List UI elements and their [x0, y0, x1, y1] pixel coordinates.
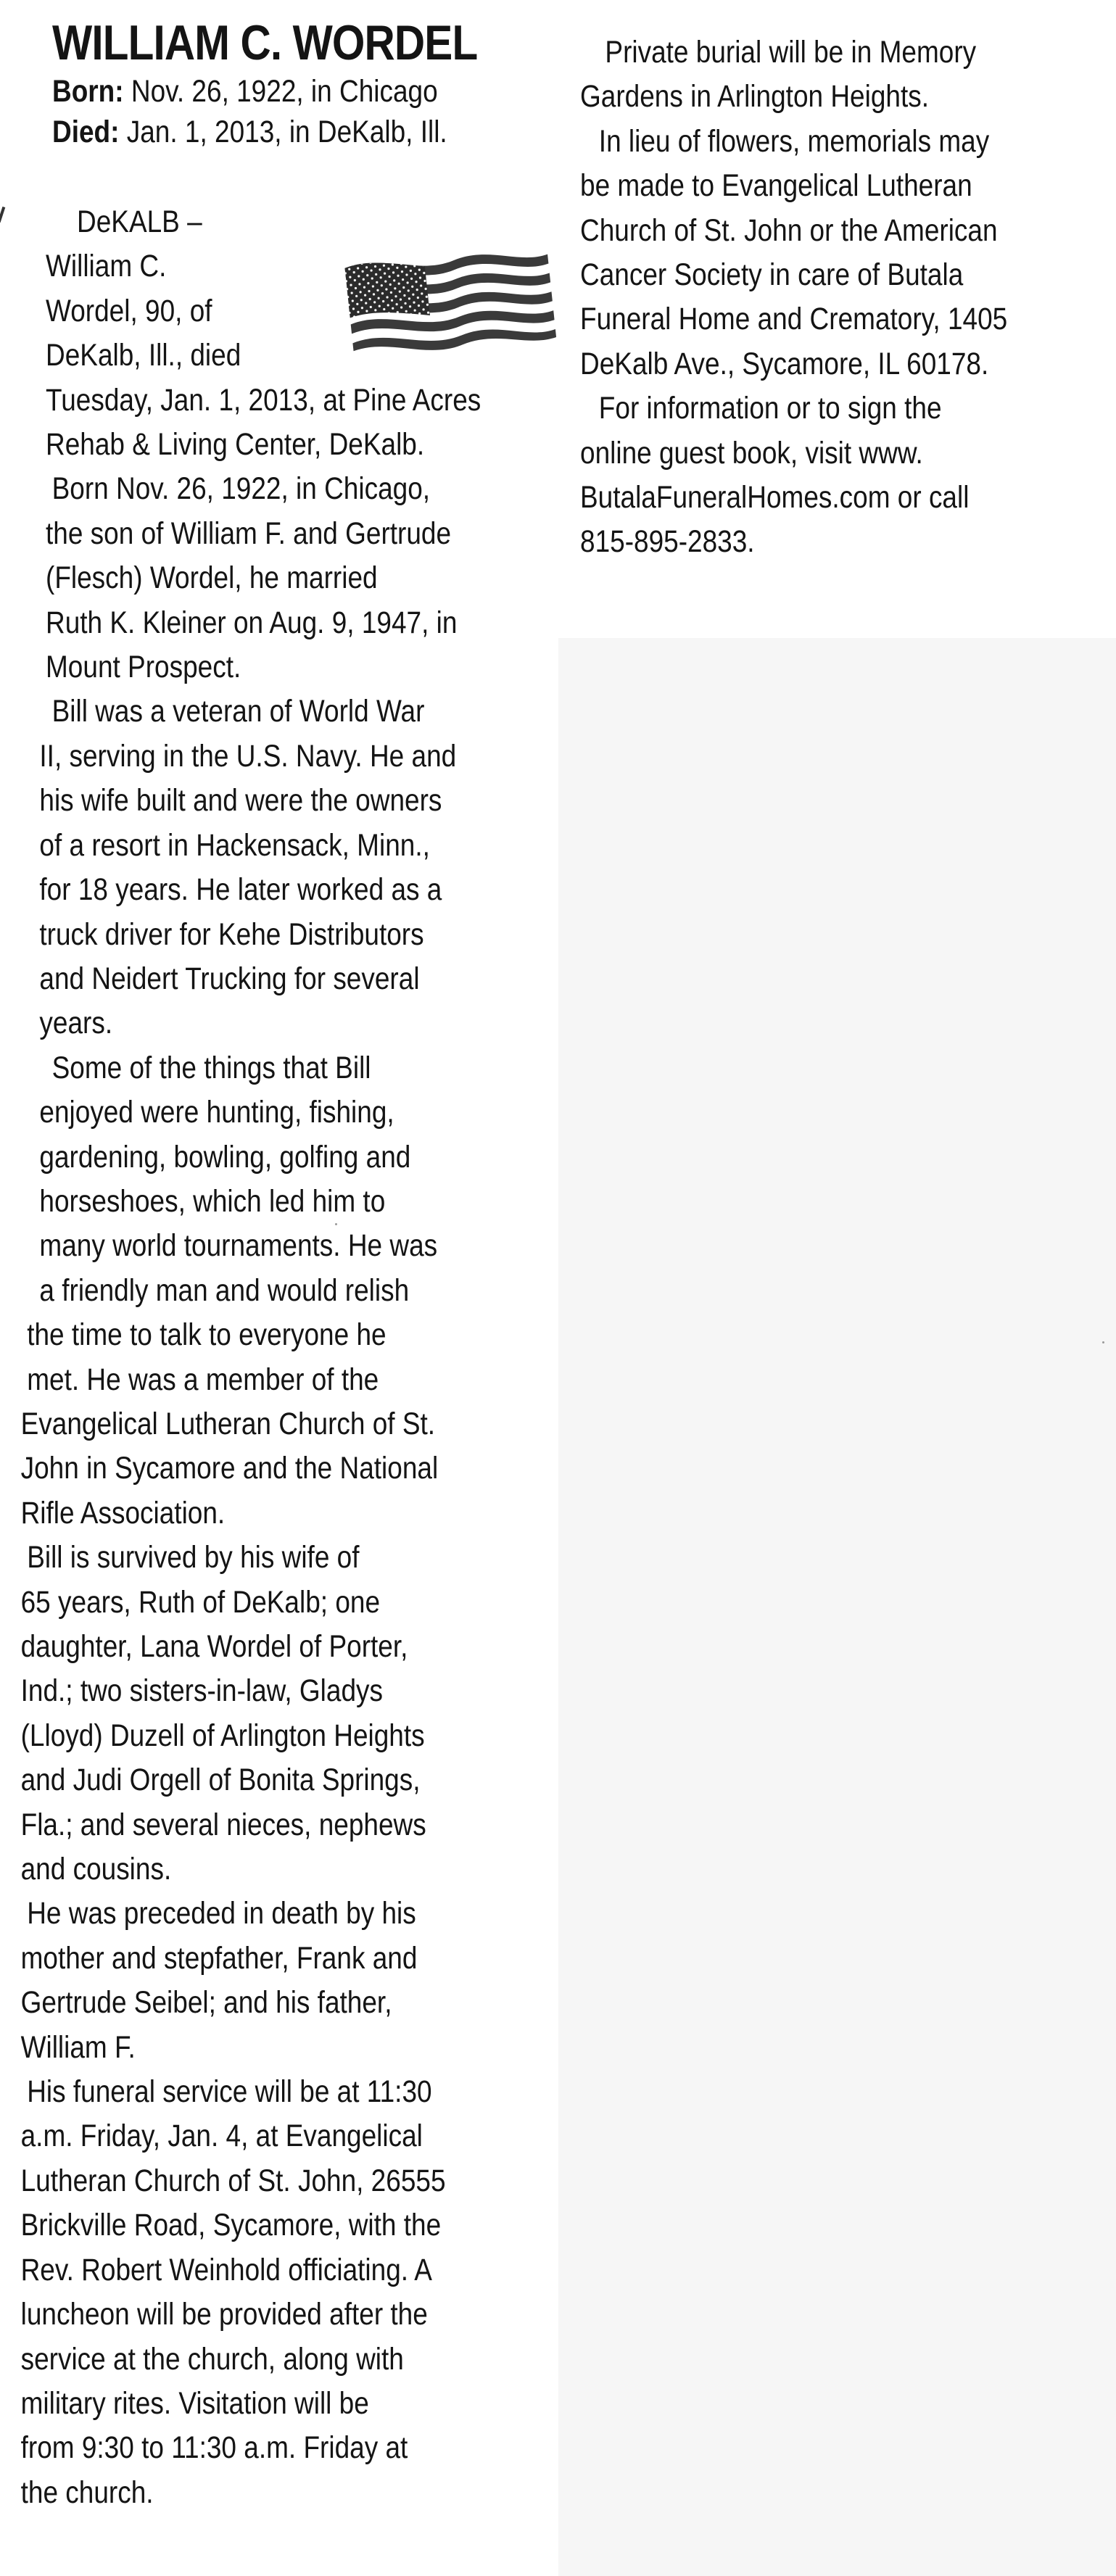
left-line: II, serving in the U.S. Navy. He and	[39, 738, 457, 774]
right-line: 815-895-2833.	[580, 524, 755, 560]
left-line: 65 years, Ruth of DeKalb; one	[20, 1584, 381, 1620]
left-line: met. He was a member of the	[27, 1362, 379, 1397]
left-line: the time to talk to everyone he	[27, 1317, 387, 1353]
left-line: Evangelical Lutheran Church of St.	[20, 1406, 436, 1441]
scan-speck	[335, 1223, 337, 1225]
american-flag-icon	[341, 232, 558, 355]
obituary-right-column	[580, 30, 1088, 565]
right-line: be made to Evangelical Lutheran	[580, 168, 972, 204]
obituary-continued-text	[580, 30, 1017, 565]
left-line: John in Sycamore and the National	[20, 1451, 439, 1486]
left-line: Lutheran Church of St. John, 26555	[20, 2163, 446, 2198]
left-line: and cousins.	[20, 1852, 172, 1887]
left-line: horseshoes, which led him to	[39, 1183, 386, 1219]
left-line: enjoyed were hunting, fishing,	[39, 1095, 394, 1130]
left-line: Ruth K. Kleiner on Aug. 9, 1947, in	[46, 605, 458, 640]
left-line: Ind.; two sisters-in-law, Gladys	[20, 1673, 384, 1709]
right-line: Gardens in Arlington Heights.	[580, 79, 930, 115]
left-line: Fla.; and several nieces, nephews	[20, 1807, 426, 1842]
right-line: Funeral Home and Crematory, 1405	[580, 302, 1008, 337]
left-line: military rites. Visitation will be	[20, 2385, 369, 2421]
left-line: mother and stepfather, Frank and	[20, 1940, 418, 1976]
died-line	[52, 112, 481, 152]
left-line: from 9:30 to 11:30 a.m. Friday at	[20, 2430, 408, 2466]
left-line: truck driver for Kehe Distributors	[39, 916, 424, 952]
left-line: He was preceded in death by his	[27, 1896, 416, 1931]
left-line: (Lloyd) Duzell of Arlington Heights	[20, 1718, 425, 1753]
left-line: years.	[39, 1006, 113, 1041]
left-line: William F.	[20, 2029, 136, 2065]
left-line: daughter, Lana Wordel of Porter,	[20, 1629, 408, 1664]
left-line: a friendly man and would relish	[39, 1272, 410, 1308]
left-line: Bill was a veteran of World War	[51, 694, 425, 729]
left-line: Born Nov. 26, 1922, in Chicago,	[51, 471, 431, 507]
left-line: a.m. Friday, Jan. 4, at Evangelical	[20, 2119, 423, 2154]
left-line: Brickville Road, Sycamore, with the	[20, 2208, 442, 2243]
left-line: many world tournaments. He was	[39, 1228, 438, 1264]
left-line: DeKALB –	[77, 204, 202, 239]
left-line: (Flesch) Wordel, he married	[46, 560, 378, 596]
left-line: Rehab & Living Center, DeKalb.	[46, 427, 425, 463]
right-line: Church of St. John or the American	[580, 212, 998, 248]
left-line: Rifle Association.	[20, 1495, 226, 1531]
left-line: Wordel, 90, of	[46, 293, 212, 328]
left-line: the church.	[20, 2474, 154, 2510]
right-line: DeKalb Ave., Sycamore, IL 60178.	[580, 346, 989, 381]
left-line: luncheon will be provided after the	[20, 2297, 428, 2332]
scan-speck	[1102, 1341, 1104, 1343]
died-label: Died:	[52, 115, 120, 149]
left-line: Mount Prospect.	[46, 650, 241, 685]
died-value: Jan. 1, 2013, in DeKalb, Ill.	[126, 115, 447, 149]
born-value: Nov. 26, 1922, in Chicago	[131, 74, 438, 109]
left-line: Some of the things that Bill	[51, 1050, 371, 1085]
left-line: Bill is survived by his wife of	[27, 1540, 360, 1575]
left-line: Gertrude Seibel; and his father,	[20, 1985, 392, 2021]
obituary-left-column	[15, 15, 551, 2515]
left-line: His funeral service will be at 11:30	[27, 2074, 432, 2110]
right-line: Private burial will be in Memory	[605, 35, 977, 70]
right-line: ButalaFuneralHomes.com or call	[580, 480, 970, 515]
left-line: and Neidert Trucking for several	[39, 961, 420, 996]
left-line: gardening, bowling, golfing and	[39, 1139, 411, 1175]
obituary-body-text	[15, 200, 481, 2515]
left-line: and Judi Orgell of Bonita Springs,	[20, 1763, 421, 1798]
born-label: Born:	[52, 74, 124, 109]
born-line	[52, 71, 481, 112]
right-line: online guest book, visit www.	[580, 435, 923, 471]
left-line: Rev. Robert Weinhold officiating. A	[20, 2252, 432, 2287]
left-line: William C.	[46, 249, 167, 284]
obituary-name-heading: WILLIAM C. WORDEL	[52, 15, 478, 70]
left-line: Tuesday, Jan. 1, 2013, at Pine Acres	[46, 382, 481, 418]
right-line: For information or to sign the	[598, 391, 942, 426]
scan-artifact-mark	[0, 207, 5, 223]
left-line: DeKalb, Ill., died	[46, 338, 241, 373]
left-line: his wife built and were the owners	[39, 783, 442, 819]
scan-background-area	[558, 638, 1116, 2576]
left-line: service at the church, along with	[20, 2341, 404, 2377]
left-line: of a resort in Hackensack, Minn.,	[39, 827, 430, 863]
right-line: Cancer Society in care of Butala	[580, 257, 964, 293]
left-line: for 18 years. He later worked as a	[39, 872, 442, 908]
left-line: the son of William F. and Gertrude	[46, 515, 452, 551]
right-line: In lieu of flowers, memorials may	[598, 123, 990, 159]
